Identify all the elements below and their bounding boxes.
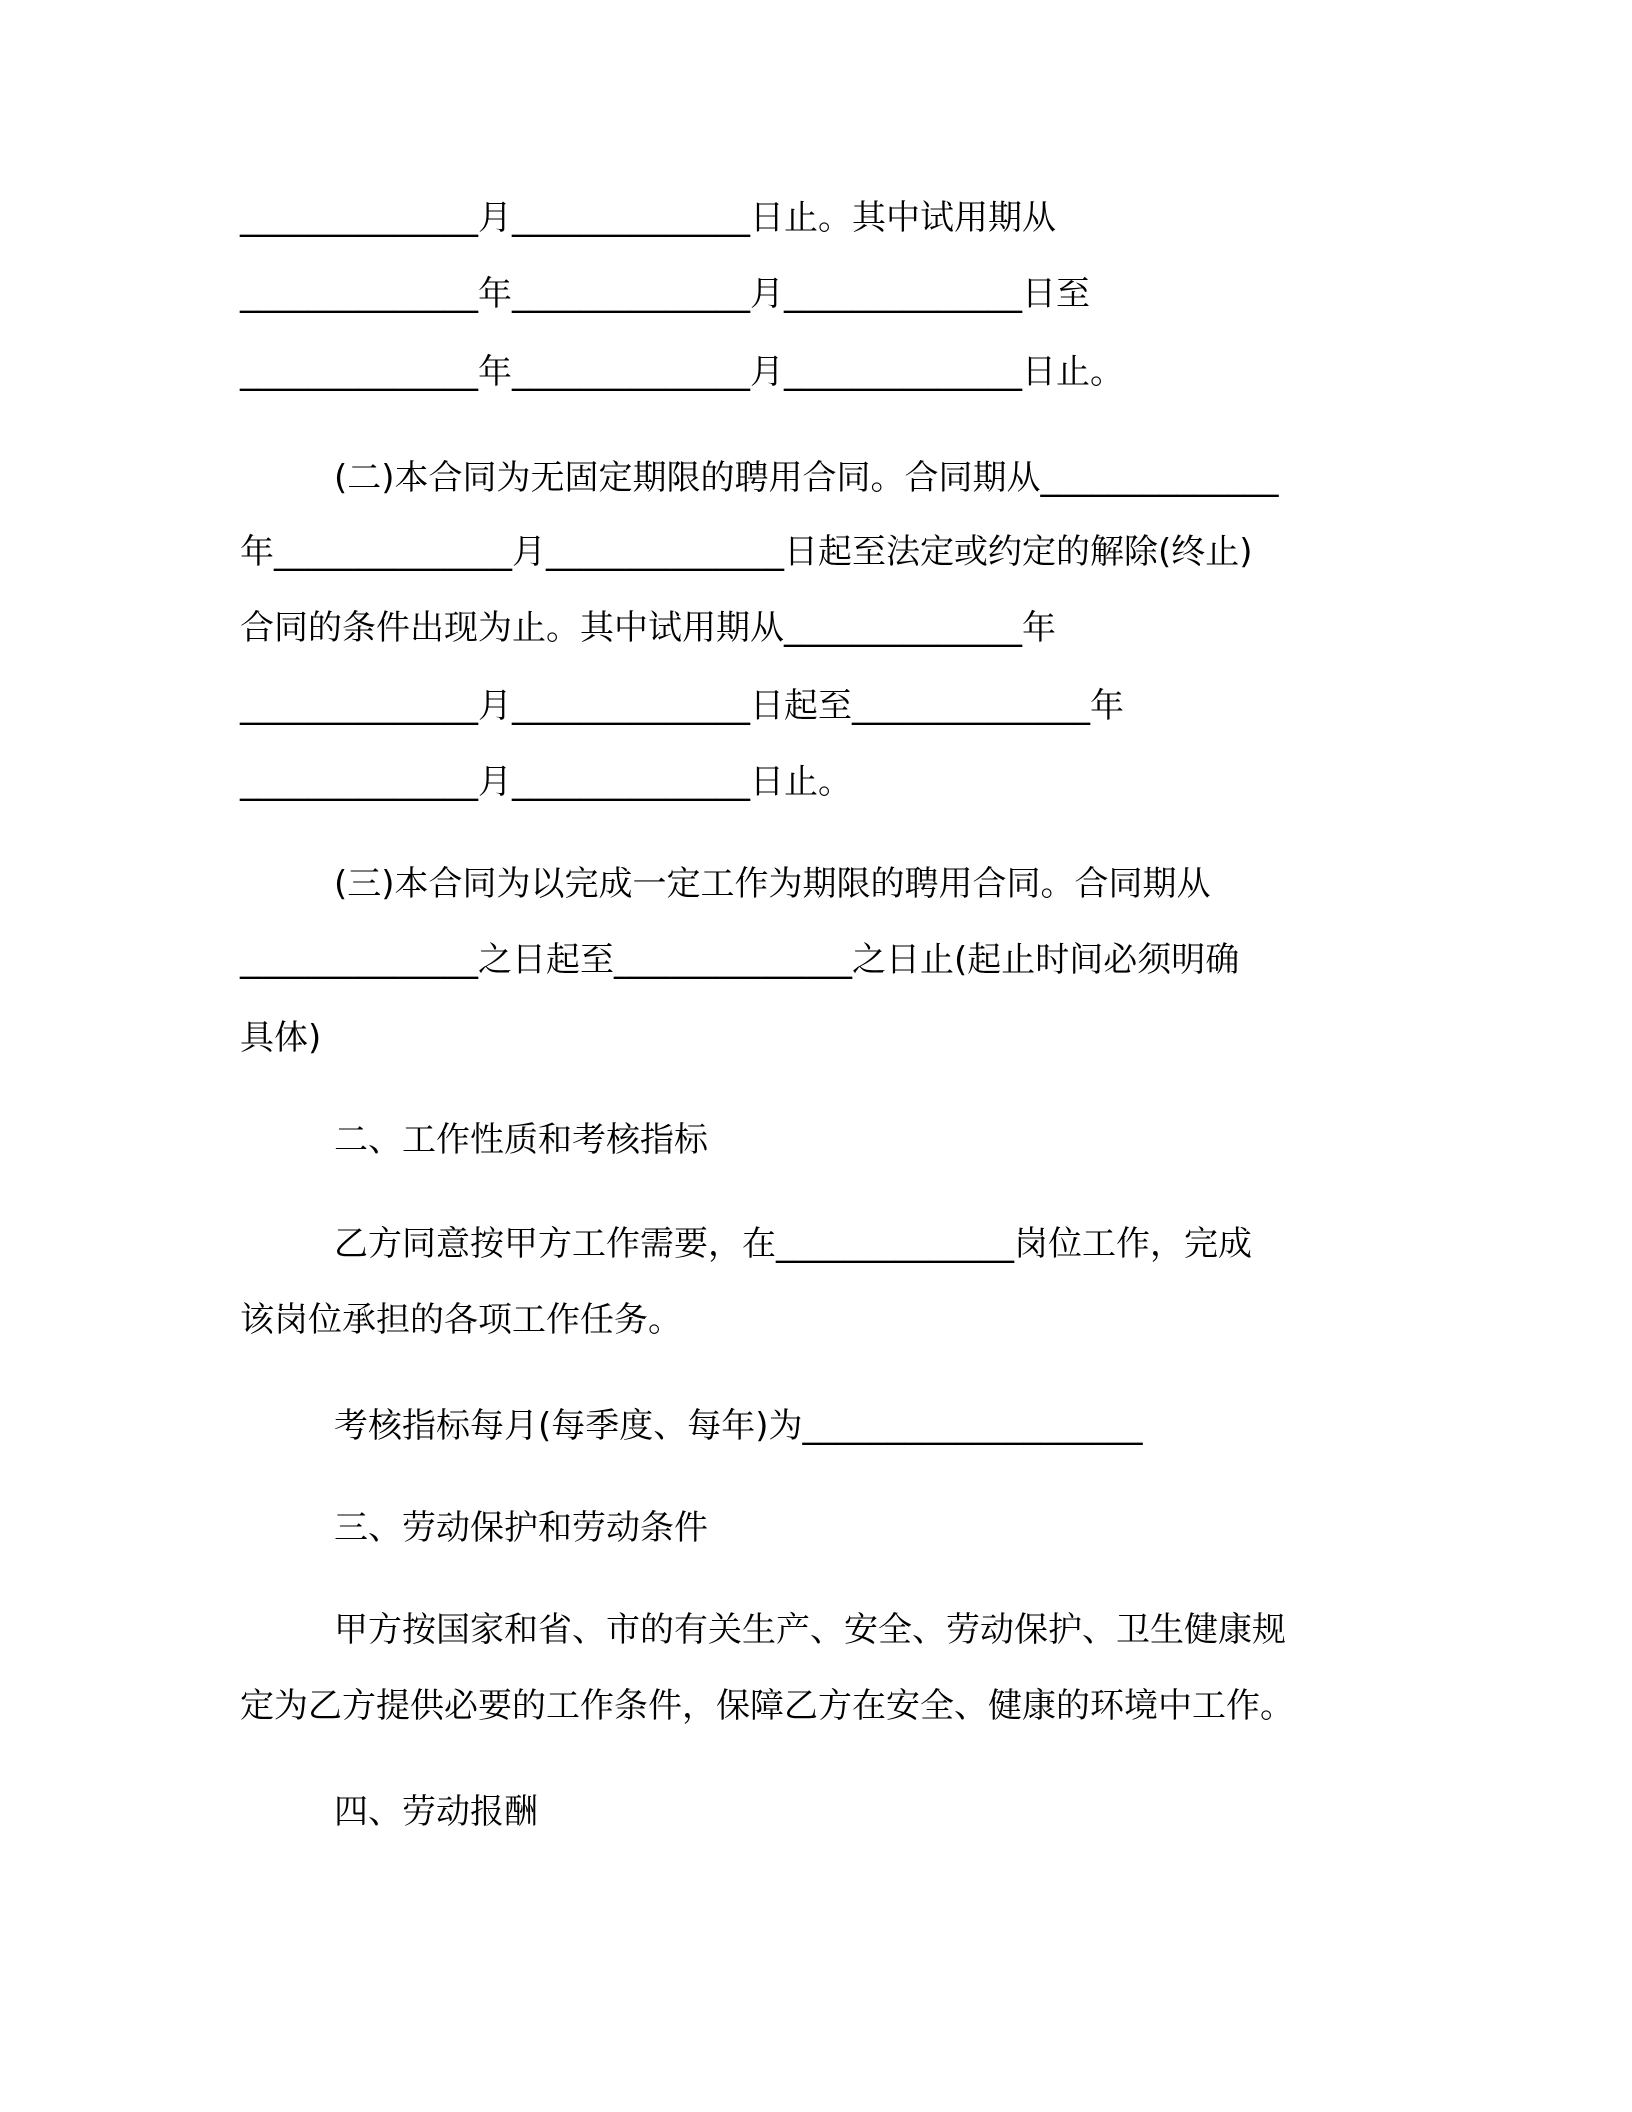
text-line: 定为乙方提供必要的工作条件，保障乙方在安全、健康的环境中工作。 [240, 1686, 1294, 1726]
text-line: ______________之日起至______________之日止(起止时间必须明确 [240, 940, 1240, 980]
paragraph: 甲方按国家和省、市的有关生产、安全、劳动保护、卫生健康规 [334, 1610, 1286, 1650]
section-heading: 三、劳动保护和劳动条件 [334, 1508, 708, 1548]
text-line: ______________月______________日止。其中试用期从 [240, 198, 1056, 238]
text-line: 具体) [240, 1018, 322, 1058]
text-line: ______________年______________月______________日至 [240, 274, 1090, 314]
text-line: ______________年______________月______________日止。 [240, 352, 1124, 392]
section-paragraph-2: (二)本合同为无固定期限的聘用合同。合同期从______________ [334, 458, 1279, 498]
text-line: 该岗位承担的各项工作任务。 [240, 1300, 682, 1340]
section-heading: 四、劳动报酬 [334, 1792, 538, 1832]
section-paragraph-3: (三)本合同为以完成一定工作为期限的聘用合同。合同期从 [334, 864, 1211, 904]
text-line: ______________月______________日起至______________年 [240, 686, 1124, 726]
paragraph: 考核指标每月(每季度、每年)为____________________ [334, 1406, 1143, 1446]
text-line: 合同的条件出现为止。其中试用期从______________年 [240, 608, 1056, 648]
paragraph: 乙方同意按甲方工作需要，在______________岗位工作，完成 [334, 1224, 1252, 1264]
text-line: ______________月______________日止。 [240, 762, 852, 802]
text-line: 年______________月______________日起至法定或约定的解除(终止) [240, 532, 1253, 572]
section-heading: 二、工作性质和考核指标 [334, 1120, 708, 1160]
